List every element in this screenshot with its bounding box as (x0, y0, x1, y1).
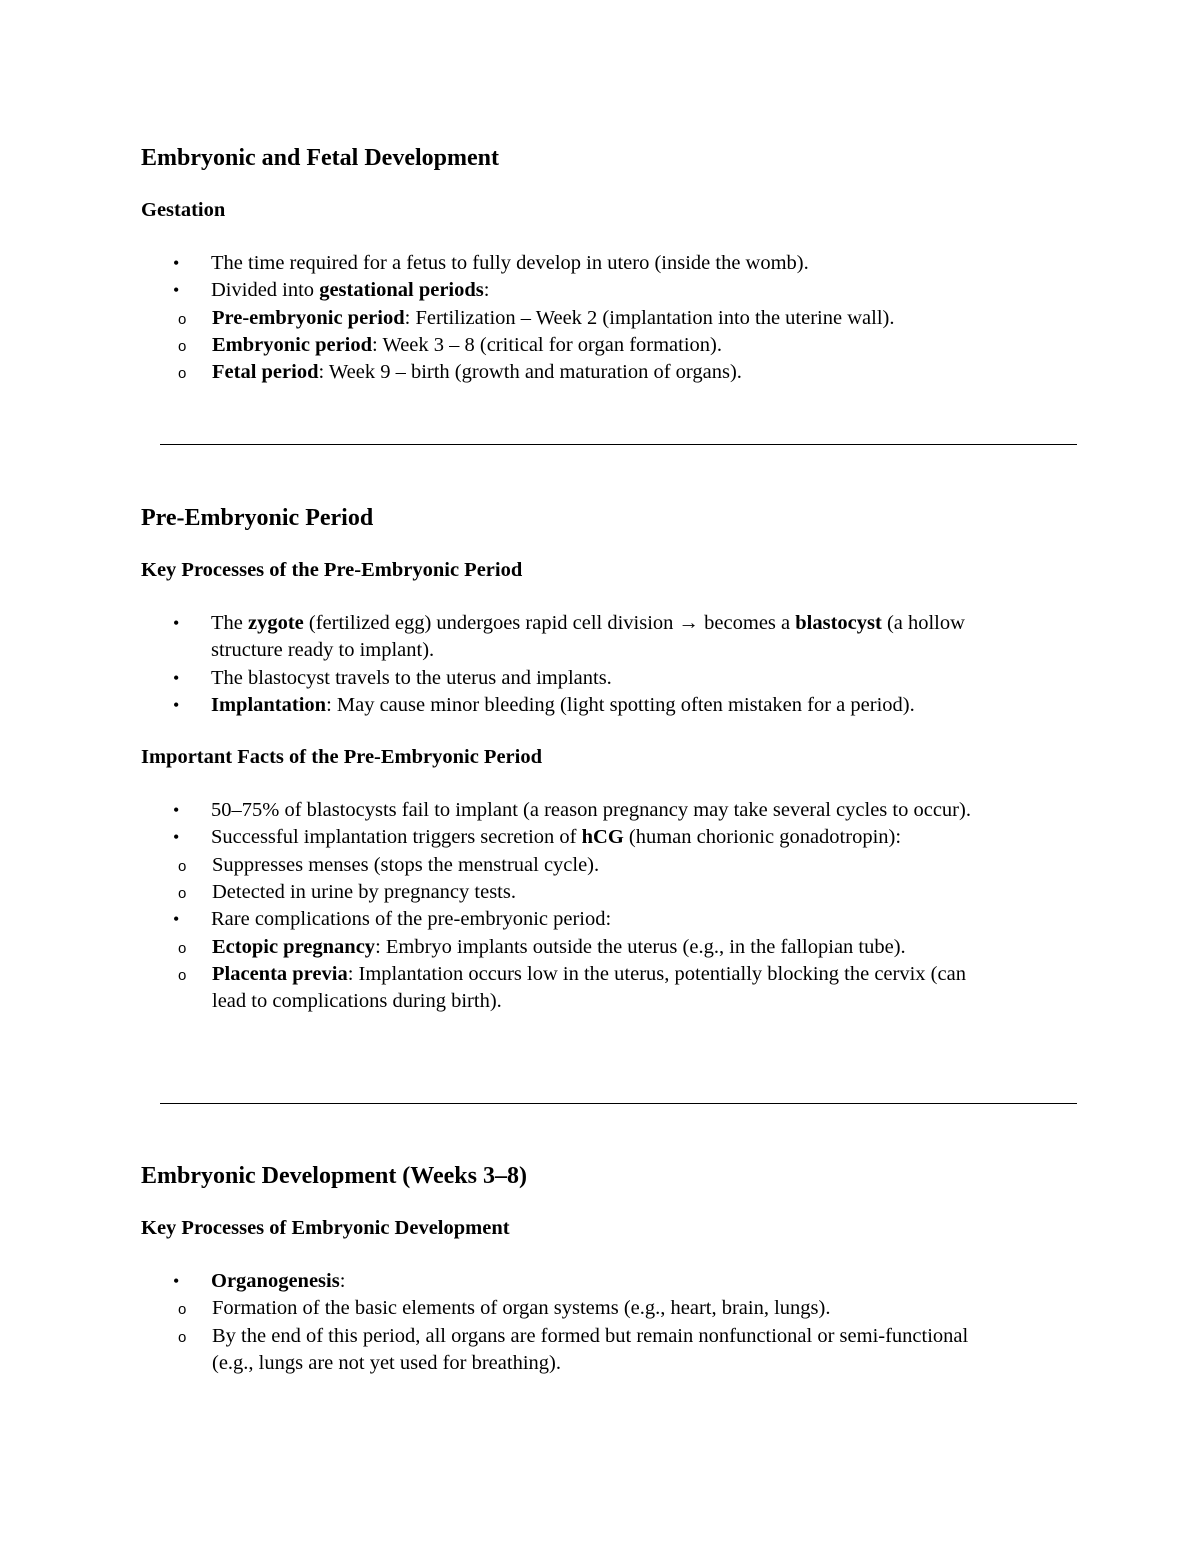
list-item: • The blastocyst travels to the uterus and implants. (141, 665, 1041, 692)
important-facts-list (141, 797, 1081, 1015)
list-item: o By the end of this period, all organs are formed but remain nonfunctional or semi-functional (e.g., lungs are not yet used for breathing). (178, 1324, 969, 1374)
gestation-heading: Gestation (141, 199, 226, 221)
complications-sublist (141, 934, 1041, 1016)
list-item: • Rare complications of the pre-embryonic period: o Ectopic pregnancy: Embryo implants outside the uterus (e.g., in the fallopian tube). o Placenta previa: Implantation occurs low in the uterus, potentially blocking the cervix (can lead to complications during birth). (141, 906, 1041, 1015)
section-embryonic (141, 1158, 1081, 1377)
section-pre-embryonic (141, 500, 1081, 1016)
sub-bullet-icon: o (178, 310, 187, 328)
sub-bullet-icon: o (178, 337, 187, 355)
list-item: o Suppresses menses (stops the menstrual cycle). (141, 852, 972, 879)
list-item: o Detected in urine by pregnancy tests. (141, 879, 972, 906)
sub-bullet-icon: o (178, 966, 187, 984)
list-item: o Pre-embryonic period: Fertilization – Week 2 (implantation into the uterine wall). (141, 305, 972, 332)
sub-bullet-icon: o (178, 1328, 187, 1346)
list-item: o Placenta previa: Implantation occurs low in the uterus, potentially blocking the cervix (can lead to complications during birth). (178, 962, 966, 1013)
embryonic-list (141, 1268, 1081, 1377)
list-item: o Fetal period: Week 9 – birth (growth and maturation of organs). (141, 359, 972, 386)
sub-bullet-icon: o (178, 939, 187, 957)
section-title: Pre-Embryonic Period (141, 505, 374, 531)
list-item: • Divided into gestational periods: o Pre-embryonic period: Fertilization – Week 2 (implantation into the uterine wall). o Embryonic period: Week 3 – 8 (critical for organ formation). o Fetal period: Week 9 – birth (growth and maturation of organs). (141, 277, 1041, 386)
bullet-icon: • (173, 1271, 180, 1291)
bullet-icon: • (173, 667, 180, 688)
list-item: • Successful implantation triggers secretion of hCG (human chorionic gonadotropin): o Suppresses menses (stops the menstrual cycle). o Detected in urine by pregnancy tests. (141, 824, 1041, 906)
section-title: Embryonic Development (Weeks 3–8) (141, 1163, 527, 1189)
organogenesis-sublist (141, 1295, 1041, 1377)
key-processes-list (141, 610, 1081, 719)
bullet-icon: • (173, 280, 180, 301)
important-facts-heading: Important Facts of the Pre-Embryonic Period (141, 746, 543, 769)
list-item: • The zygote (fertilized egg) undergoes rapid cell division → becomes a blastocyst (a hollow structure ready to implant). (173, 612, 965, 662)
bullet-icon: • (173, 909, 180, 930)
list-item: o Ectopic pregnancy: Embryo implants outside the uterus (e.g., in the fallopian tube). (141, 934, 972, 961)
hcg-sublist (141, 852, 1041, 907)
page-title: Embryonic and Fetal Development (141, 145, 499, 171)
list-item: o Embryonic period: Week 3 – 8 (critical for organ formation). (141, 332, 972, 359)
sub-bullet-icon: o (178, 857, 187, 875)
key-processes-heading: Key Processes of the Pre-Embryonic Period (141, 559, 523, 581)
bullet-icon: • (173, 827, 180, 848)
section-gestation (141, 140, 1081, 386)
list-item: o Formation of the basic elements of organ systems (e.g., heart, brain, lungs). (141, 1295, 972, 1322)
sub-bullet-icon: o (178, 365, 187, 383)
sub-bullet-icon: o (178, 1301, 187, 1319)
horizontal-rule (160, 444, 1077, 445)
horizontal-rule (160, 1103, 1077, 1104)
bullet-icon: • (173, 613, 180, 633)
sub-bullet-icon: o (178, 885, 187, 903)
bullet-icon: • (173, 800, 180, 821)
bullet-icon: • (173, 694, 180, 715)
list-item: • Organogenesis: o Formation of the basic elements of organ systems (e.g., heart, brain, lungs). o By the end of this period, all organs are formed but remain nonfunctional or semi-functional (e.g., lungs are not yet used for breathing). (141, 1268, 1041, 1377)
key-processes-heading: Key Processes of Embryonic Development (141, 1217, 510, 1239)
bullet-icon: • (173, 253, 180, 273)
list-item: • 50–75% of blastocysts fail to implant (a reason pregnancy may take several cycles to occur). (141, 797, 1041, 824)
period-sublist (141, 305, 1041, 387)
list-item: • Implantation: May cause minor bleeding (light spotting often mistaken for a period). (141, 692, 1041, 719)
gestation-list (141, 250, 1081, 386)
list-item: • The time required for a fetus to fully develop in utero (inside the womb). (141, 250, 1041, 277)
